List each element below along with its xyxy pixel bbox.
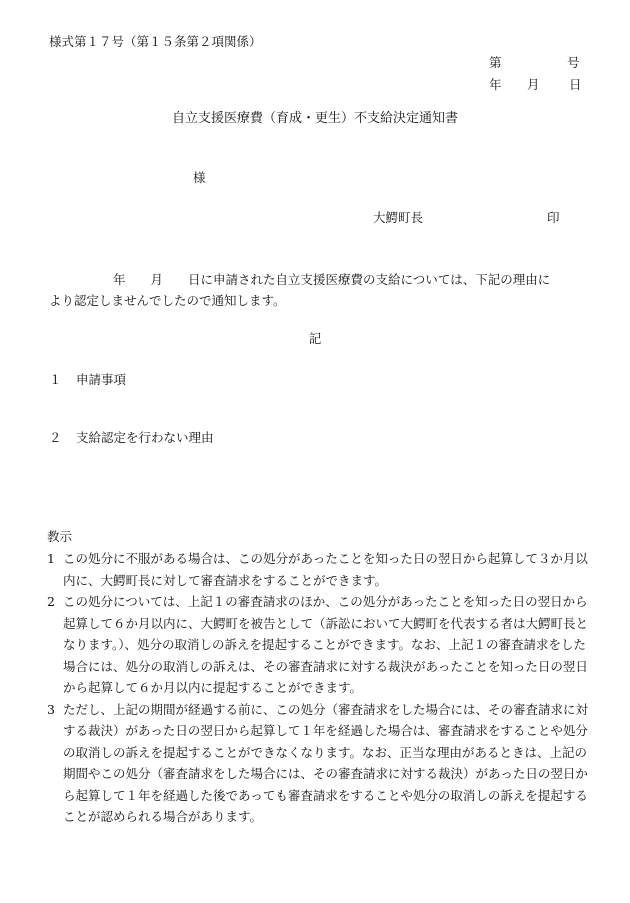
notice-item-number: 1 <box>47 551 55 566</box>
doc-number-dai: 第 <box>489 55 502 70</box>
doc-number-go: 号 <box>567 55 580 70</box>
body-line-2: より認定しませんでしたので通知します。 <box>49 293 286 308</box>
item-2-number: ２ <box>49 430 62 445</box>
item-1 <box>49 372 127 387</box>
issuer-name: 大鰐町長 <box>373 210 424 225</box>
doc-number <box>489 55 580 70</box>
addressee-suffix: 様 <box>193 170 206 185</box>
ki-heading: 記 <box>308 331 322 346</box>
notice-item <box>47 548 592 591</box>
notice-item-number: 3 <box>47 701 55 717</box>
item-2-label: 支給認定を行わない理由 <box>76 430 214 445</box>
notice-item-number: 2 <box>47 594 55 609</box>
document-title: 自立支援医療費（育成・更生）不支給決定通知書 <box>171 111 458 126</box>
form-label: 様式第１７号（第１５条第２項関係） <box>49 34 262 49</box>
body-line-1: 年 月 日に申請された自立支援医療費の支給については、下記の理由に <box>113 272 551 287</box>
doc-date-day: 日 <box>569 77 582 92</box>
notice-section <box>47 530 592 828</box>
notice-item-text: この処分については、上記１の審査請求のほか、この処分があったことを知った日の翌日から起算して６か月以内に、大鰐町を被告として（訴訟において大鰐町を代表する者は大鰐町長となります。）、処分の取消しの訴えを提起することができます。なお、上記１の審査請求をした場合には、処分の取消しの訴えは、その審査請求に対する裁決があったことを知った日の翌日から起算して６か月以内に提起することができます。 <box>63 594 589 695</box>
body-paragraph <box>49 269 589 311</box>
item-1-label: 申請事項 <box>76 372 127 387</box>
notice-heading: 教示 <box>47 529 73 544</box>
item-2 <box>49 430 214 445</box>
notice-item <box>47 699 592 828</box>
doc-date <box>489 79 589 92</box>
notice-item-text: ただし、上記の期間が経過する前に、この処分（審査請求をした場合には、その審査請求に対する裁決）があった日の翌日から起算して１年を経過した場合は、審査請求をすることや処分の取消しの訴えを提起することができなくなります。なお、正当な理由があるときは、上記の期間やこの処分（審査請求をした場合には、その審査請求に対する裁決）があった日の翌日から起算して１年を経過した後であっても審査請求をすることや処分の取消しの訴えを提起することが認められる場合があります。 <box>63 701 589 824</box>
notice-item-text: この処分に不服がある場合は、この処分があったことを知った日の翌日から起算して３か月以内に、大鰐町長に対して審査請求をすることができます。 <box>63 551 588 588</box>
issuer-seal: 印 <box>547 210 560 225</box>
item-1-number: １ <box>49 372 62 387</box>
doc-date-year: 年 <box>489 77 502 92</box>
notice-item <box>47 591 592 699</box>
doc-date-month: 月 <box>527 77 540 92</box>
